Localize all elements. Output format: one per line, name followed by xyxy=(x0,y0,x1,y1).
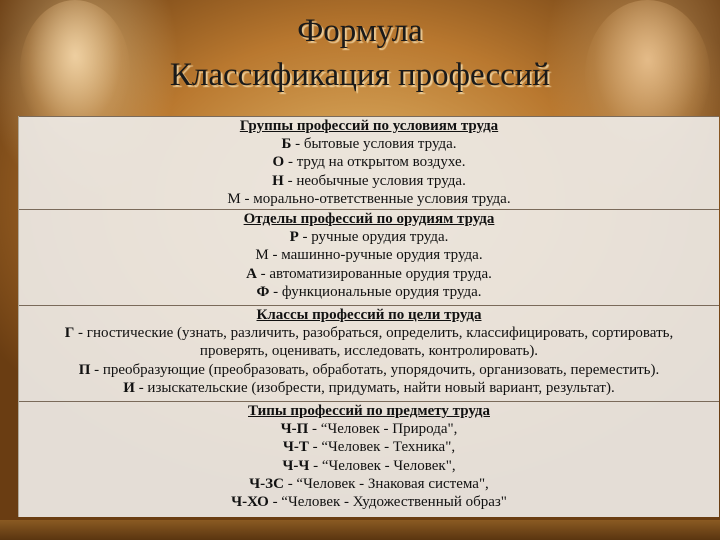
list-item: Ч-ХО - “Человек - Художественный образ" xyxy=(231,494,507,511)
list-item: О - труд на открытом воздухе. xyxy=(272,154,466,171)
list-item: Б - бытовые условия труда. xyxy=(281,136,457,153)
classification-table xyxy=(18,116,719,517)
slide-subtitle: Классификация профессий xyxy=(169,57,551,93)
list-item: П - преобразующие (преобразовать, обработать, упорядочить, организовать, переместить). xyxy=(78,361,660,378)
slide-title: Формула xyxy=(297,13,423,49)
section-heading: Группы профессий по условиям труда xyxy=(239,118,499,134)
list-item: М - морально-ответственные условия труда. xyxy=(227,190,511,207)
list-item: Ч-Т - “Человек - Техника", xyxy=(282,439,456,456)
list-item: проверять, оценивать, исследовать, контролировать). xyxy=(199,343,539,360)
section-working-conditions xyxy=(19,116,719,208)
list-item: А - автоматизированные орудия труда. xyxy=(246,265,492,282)
list-item: И - изыскательские (изобрести, придумать, найти новый вариант, результат). xyxy=(123,379,615,396)
list-item: Ч-ЗС - “Человек - Знаковая система", xyxy=(249,475,489,492)
list-item: Ф - функциональные орудия труда. xyxy=(256,283,482,300)
list-item: Ч-Ч - “Человек - Человек", xyxy=(282,457,456,474)
section-tools xyxy=(19,209,719,301)
list-item: Г - гностические (узнать, различить, разобраться, определить, классифицировать, сортировать, xyxy=(64,325,674,342)
list-item: М - машинно-ручные орудия труда. xyxy=(255,247,483,264)
list-item: Р - ручные орудия труда. xyxy=(289,229,449,246)
section-subject xyxy=(19,401,719,511)
section-goals xyxy=(19,305,719,397)
section-heading: Классы профессий по цели труда xyxy=(256,307,482,323)
background-bottom-strip xyxy=(0,520,720,540)
section-heading: Типы профессий по предмету труда xyxy=(248,403,490,419)
list-item: Ч-П - “Человек - Природа", xyxy=(280,421,458,438)
list-item: Н - необычные условия труда. xyxy=(272,172,466,189)
section-heading: Отделы профессий по орудиям труда xyxy=(243,211,495,227)
